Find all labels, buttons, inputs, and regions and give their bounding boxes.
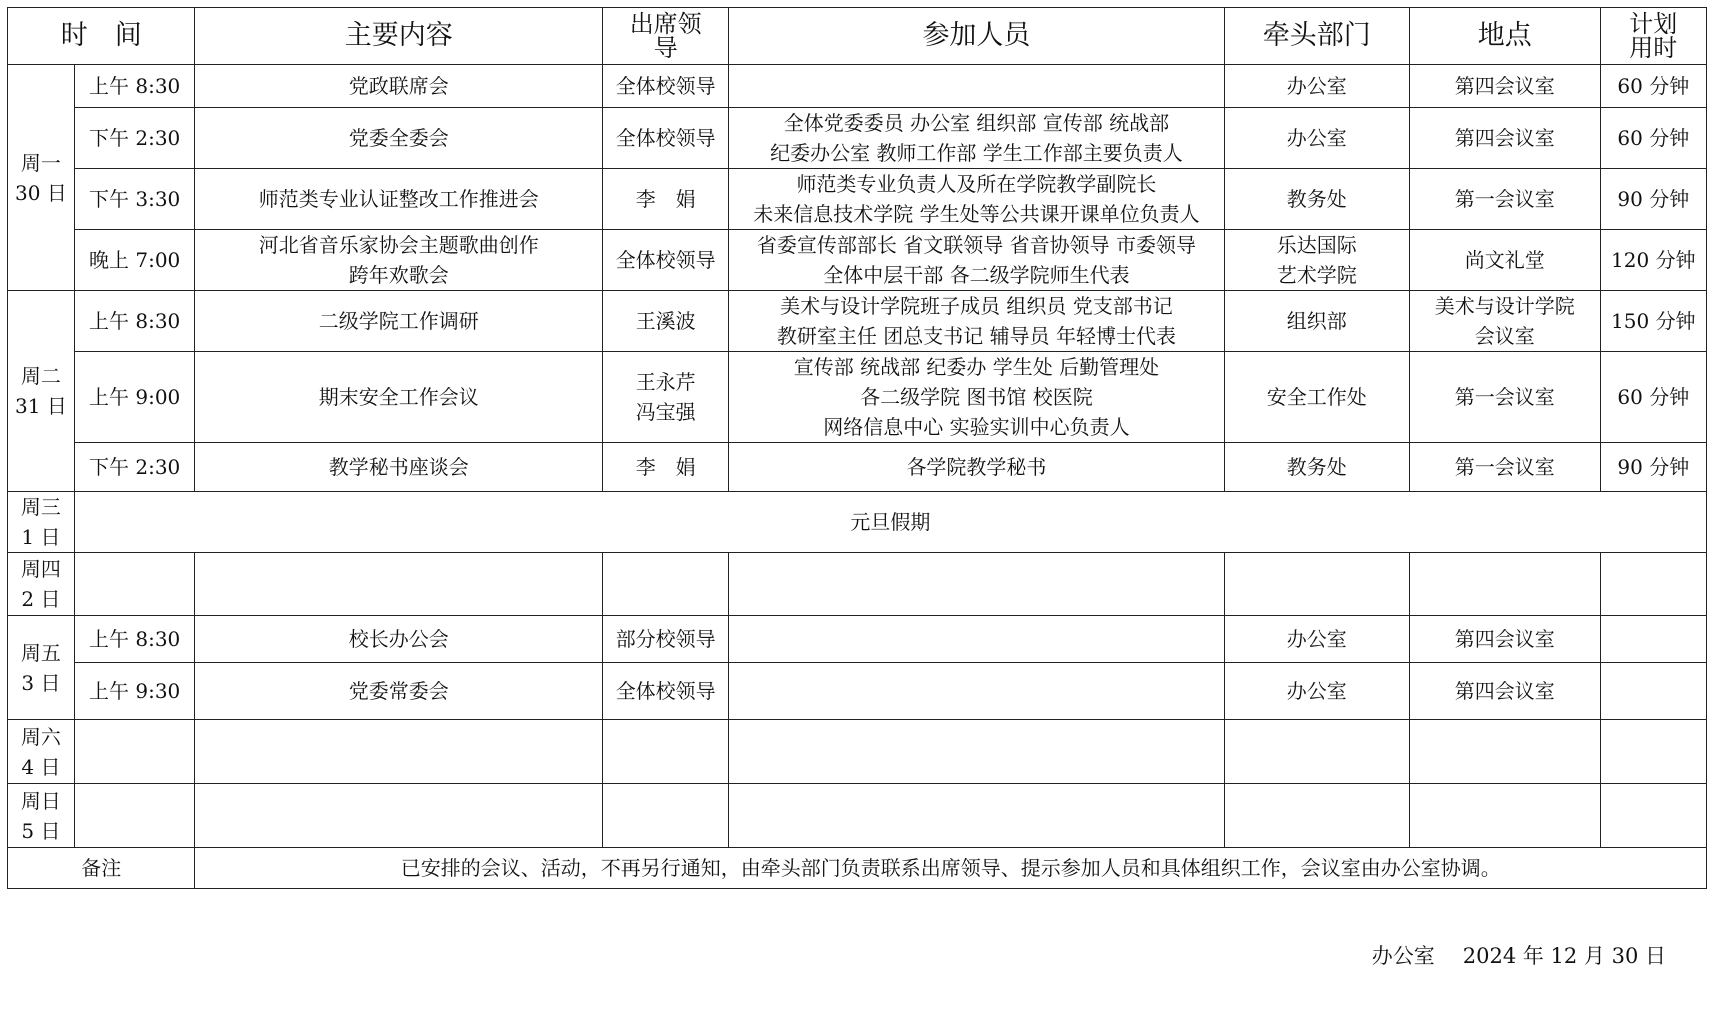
header-row <box>8 8 1707 65</box>
duration-cell <box>1600 616 1706 663</box>
table-row <box>8 784 1707 848</box>
duration-cell <box>1600 720 1706 784</box>
time-cell: 下午 2:30 <box>74 443 195 492</box>
table-row <box>8 352 1707 443</box>
attendees-cell: 师范类专业负责人及所在学院教学副院长 未来信息技术学院 学生处等公共课开课单位负责人 <box>729 169 1224 230</box>
place-cell: 第一会议室 <box>1409 352 1600 443</box>
leader-cell: 王永芹 冯宝强 <box>603 352 729 443</box>
table-row <box>8 108 1707 169</box>
dept-cell: 安全工作处 <box>1224 352 1409 443</box>
dept-cell: 办公室 <box>1224 65 1409 108</box>
duration-cell <box>1600 784 1706 848</box>
content-cell: 教学秘书座谈会 <box>195 443 603 492</box>
attendees-cell <box>729 616 1224 663</box>
table-row <box>8 65 1707 108</box>
dept-cell: 组织部 <box>1224 291 1409 352</box>
table-row <box>8 553 1707 616</box>
time-cell <box>74 784 195 848</box>
day-cell-thu: 周四 2 日 <box>8 553 75 616</box>
table-row <box>8 230 1707 291</box>
attendees-cell: 全体党委委员 办公室 组织部 宣传部 统战部 纪委办公室 教师工作部 学生工作部主要负责人 <box>729 108 1224 169</box>
footer-date: 2024 年 12 月 30 日 <box>1462 944 1666 968</box>
table-row <box>8 616 1707 663</box>
leader-cell <box>603 784 729 848</box>
day-cell-fri: 周五 3 日 <box>8 616 75 720</box>
header-place: 地点 <box>1409 8 1600 65</box>
leader-cell: 全体校领导 <box>603 108 729 169</box>
dept-cell <box>1224 784 1409 848</box>
place-cell: 第四会议室 <box>1409 663 1600 720</box>
content-cell <box>195 784 603 848</box>
place-cell: 美术与设计学院 会议室 <box>1409 291 1600 352</box>
attendees-cell <box>729 720 1224 784</box>
dept-cell: 教务处 <box>1224 169 1409 230</box>
holiday-cell: 元旦假期 <box>74 492 1706 553</box>
leader-cell: 部分校领导 <box>603 616 729 663</box>
attendees-cell <box>729 553 1224 616</box>
time-cell: 上午 9:30 <box>74 663 195 720</box>
content-cell: 党委常委会 <box>195 663 603 720</box>
table-row <box>8 492 1707 553</box>
content-cell: 党委全委会 <box>195 108 603 169</box>
duration-cell: 90 分钟 <box>1600 169 1706 230</box>
header-attendees: 参加人员 <box>729 8 1224 65</box>
dept-cell: 教务处 <box>1224 443 1409 492</box>
content-cell: 师范类专业认证整改工作推进会 <box>195 169 603 230</box>
place-cell: 第四会议室 <box>1409 616 1600 663</box>
leader-cell: 全体校领导 <box>603 230 729 291</box>
header-time: 时 间 <box>8 8 195 65</box>
content-cell: 期末安全工作会议 <box>195 352 603 443</box>
place-cell: 第一会议室 <box>1409 169 1600 230</box>
header-leader: 出席领 导 <box>603 8 729 65</box>
remark-label: 备注 <box>8 848 195 889</box>
content-cell: 二级学院工作调研 <box>195 291 603 352</box>
dept-cell: 办公室 <box>1224 108 1409 169</box>
attendees-cell <box>729 784 1224 848</box>
footer-office: 办公室 <box>1371 944 1435 968</box>
place-cell: 第四会议室 <box>1409 65 1600 108</box>
footer <box>1344 940 1666 970</box>
time-cell: 上午 8:30 <box>74 65 195 108</box>
day-cell-sun: 周日 5 日 <box>8 784 75 848</box>
time-cell: 下午 2:30 <box>74 108 195 169</box>
leader-cell: 全体校领导 <box>603 663 729 720</box>
duration-cell: 60 分钟 <box>1600 108 1706 169</box>
attendees-cell: 宣传部 统战部 纪委办 学生处 后勤管理处 各二级学院 图书馆 校医院 网络信息中心 实验实训中心负责人 <box>729 352 1224 443</box>
attendees-cell <box>729 65 1224 108</box>
attendees-cell: 美术与设计学院班子成员 组织员 党支部书记 教研室主任 团总支书记 辅导员 年轻博士代表 <box>729 291 1224 352</box>
dept-cell: 办公室 <box>1224 663 1409 720</box>
dept-cell: 乐达国际 艺术学院 <box>1224 230 1409 291</box>
day-cell-mon: 周一 30 日 <box>8 65 75 291</box>
place-cell <box>1409 720 1600 784</box>
attendees-cell: 各学院教学秘书 <box>729 443 1224 492</box>
time-cell: 下午 3:30 <box>74 169 195 230</box>
dept-cell: 办公室 <box>1224 616 1409 663</box>
table-row <box>8 720 1707 784</box>
leader-cell <box>603 720 729 784</box>
duration-cell <box>1600 553 1706 616</box>
content-cell <box>195 720 603 784</box>
leader-cell <box>603 553 729 616</box>
time-cell: 晚上 7:00 <box>74 230 195 291</box>
duration-cell: 60 分钟 <box>1600 65 1706 108</box>
header-dept: 牵头部门 <box>1224 8 1409 65</box>
time-cell <box>74 553 195 616</box>
dept-cell <box>1224 553 1409 616</box>
duration-cell: 150 分钟 <box>1600 291 1706 352</box>
time-cell: 上午 8:30 <box>74 291 195 352</box>
time-cell <box>74 720 195 784</box>
leader-cell: 李 娟 <box>603 169 729 230</box>
table-row <box>8 169 1707 230</box>
day-cell-tue: 周二 31 日 <box>8 291 75 492</box>
table-row <box>8 443 1707 492</box>
schedule-table <box>7 7 1707 889</box>
remark-row <box>8 848 1707 889</box>
time-cell: 上午 9:00 <box>74 352 195 443</box>
content-cell: 党政联席会 <box>195 65 603 108</box>
duration-cell: 90 分钟 <box>1600 443 1706 492</box>
attendees-cell: 省委宣传部部长 省文联领导 省音协领导 市委领导 全体中层干部 各二级学院师生代表 <box>729 230 1224 291</box>
table-row <box>8 663 1707 720</box>
content-cell <box>195 553 603 616</box>
table-row <box>8 291 1707 352</box>
time-cell: 上午 8:30 <box>74 616 195 663</box>
leader-cell: 李 娟 <box>603 443 729 492</box>
place-cell: 第四会议室 <box>1409 108 1600 169</box>
attendees-cell <box>729 663 1224 720</box>
content-cell: 河北省音乐家协会主题歌曲创作 跨年欢歌会 <box>195 230 603 291</box>
header-content: 主要内容 <box>195 8 603 65</box>
header-duration: 计划 用时 <box>1600 8 1706 65</box>
remark-text: 已安排的会议、活动，不再另行通知，由牵头部门负责联系出席领导、提示参加人员和具体组织工作，会议室由办公室协调。 <box>195 848 1707 889</box>
duration-cell: 60 分钟 <box>1600 352 1706 443</box>
place-cell <box>1409 784 1600 848</box>
duration-cell <box>1600 663 1706 720</box>
dept-cell <box>1224 720 1409 784</box>
content-cell: 校长办公会 <box>195 616 603 663</box>
place-cell: 第一会议室 <box>1409 443 1600 492</box>
place-cell: 尚文礼堂 <box>1409 230 1600 291</box>
place-cell <box>1409 553 1600 616</box>
leader-cell: 全体校领导 <box>603 65 729 108</box>
day-cell-wed: 周三 1 日 <box>8 492 75 553</box>
leader-cell: 王溪波 <box>603 291 729 352</box>
duration-cell: 120 分钟 <box>1600 230 1706 291</box>
day-cell-sat: 周六 4 日 <box>8 720 75 784</box>
